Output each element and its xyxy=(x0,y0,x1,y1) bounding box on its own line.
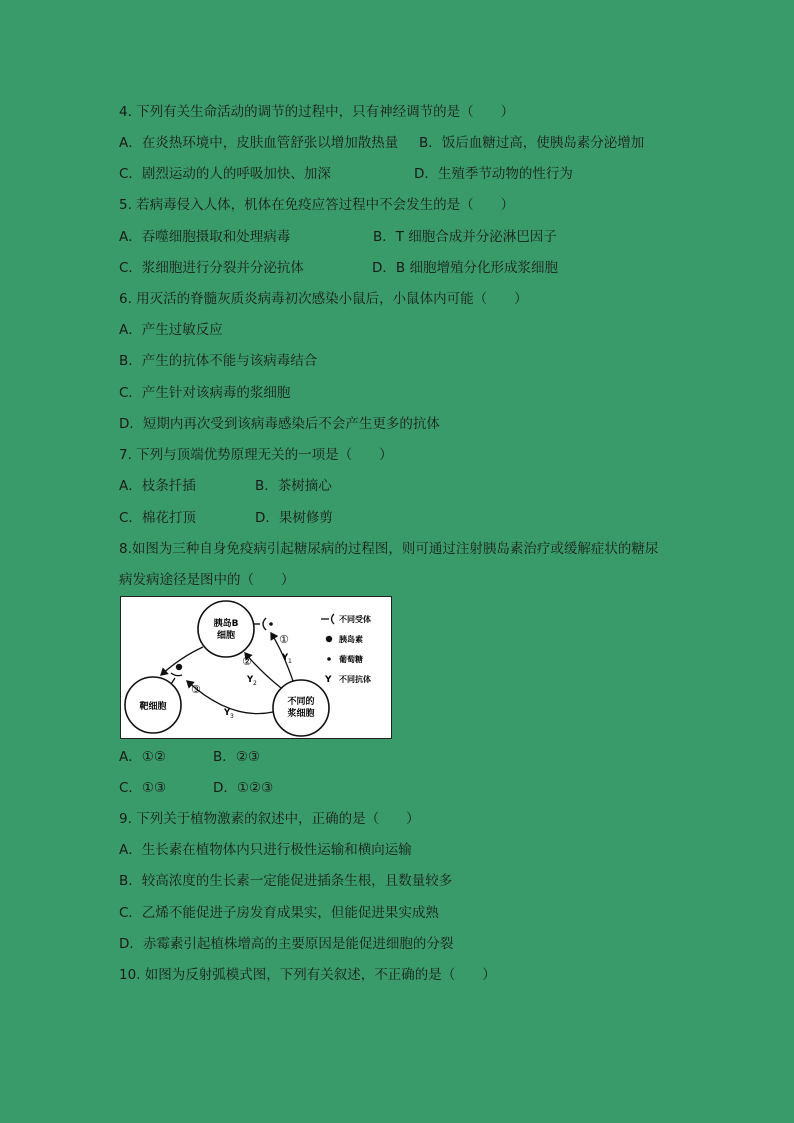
q6-stem: 6. 用灭活的脊髓灰质炎病毒初次感染小鼠后，小鼠体内可能（ ） xyxy=(119,291,528,307)
insulin-arrow xyxy=(161,647,203,675)
svg-text:Y: Y xyxy=(224,708,231,718)
q9-stem: 9. 下列关于植物激素的叙述中，正确的是（ ） xyxy=(119,811,420,827)
svg-text:葡萄糖: 葡萄糖 xyxy=(339,655,363,664)
q7-stem: 7. 下列与顶端优势原理无关的一项是（ ） xyxy=(119,447,393,463)
q7-option-b: B．茶树摘心 xyxy=(255,478,332,494)
q8-stem-line1: 8.如图为三种自身免疫病引起糖尿病的过程图，则可通过注射胰岛素治疗或缓解症状的糖尿 xyxy=(119,541,659,557)
q5-option-b: B．T 细胞合成并分泌淋巴因子 xyxy=(373,229,557,245)
glucose-dot-icon xyxy=(269,622,273,626)
svg-text:不同抗体: 不同抗体 xyxy=(339,675,371,684)
svg-text:胰岛素: 胰岛素 xyxy=(339,635,363,644)
q4-option-d: D．生殖季节动物的性行为 xyxy=(414,166,573,182)
q7-option-a: A．枝条扦插 xyxy=(119,478,196,494)
pathway-mark-2: ② xyxy=(242,655,252,668)
legend-glucose xyxy=(327,654,363,664)
legend xyxy=(321,614,371,685)
q7-option-c: C．棉花打顶 xyxy=(119,510,196,526)
q8-option-a: A．①② xyxy=(119,749,166,765)
q4-option-a: A．在炎热环境中，皮肤血管舒张以增加散热量 xyxy=(119,135,399,151)
q6-option-d: D．短期内再次受到该病毒感染后不会产生更多的抗体 xyxy=(119,416,440,432)
svg-text:胰岛B: 胰岛B xyxy=(213,619,239,629)
q4-stem: 4. 下列有关生命活动的调节的过程中，只有神经调节的是（ ） xyxy=(119,104,515,120)
pathway-mark-1: ① xyxy=(279,633,289,646)
q8-stem-line2: 病发病途径是图中的（ ） xyxy=(119,572,295,588)
target-cell xyxy=(125,677,181,733)
svg-text:靶细胞: 靶细胞 xyxy=(139,702,167,712)
svg-text:2: 2 xyxy=(253,680,257,687)
q5-option-c: C．浆细胞进行分裂并分泌抗体 xyxy=(119,260,304,276)
svg-text:Y: Y xyxy=(325,675,332,685)
q5-option-a: A．吞噬细胞摄取和处理病毒 xyxy=(119,229,291,245)
q8-option-b: B．②③ xyxy=(213,749,260,765)
insulin-dot-icon xyxy=(176,664,182,670)
q10-stem: 10. 如图为反射弧模式图，下列有关叙述，不正确的是（ ） xyxy=(119,967,496,983)
legend-insulin xyxy=(326,634,363,644)
q6-option-b: B．产生的抗体不能与该病毒结合 xyxy=(119,353,318,369)
q9-option-b: B．较高浓度的生长素一定能促进插条生根，且数量较多 xyxy=(119,873,453,889)
q4-option-c: C．剧烈运动的人的呼吸加快、加深 xyxy=(119,166,331,182)
islet-receptor-icon xyxy=(254,618,266,630)
svg-text:不同受体: 不同受体 xyxy=(339,615,371,624)
svg-text:3: 3 xyxy=(230,713,234,720)
svg-text:1: 1 xyxy=(288,658,292,665)
pathway-mark-3: ③ xyxy=(191,683,201,696)
antibody-label-y2 xyxy=(246,675,257,687)
q8-option-d: D．①②③ xyxy=(213,780,274,796)
q7-option-d: D．果树修剪 xyxy=(255,510,333,526)
q5-option-d: D．B 细胞增殖分化形成浆细胞 xyxy=(372,260,558,276)
svg-text:不同的: 不同的 xyxy=(287,697,315,707)
islet-b-cell xyxy=(198,601,254,657)
target-receptor-icon xyxy=(171,673,182,684)
svg-text:Y: Y xyxy=(282,653,289,663)
legend-antibody xyxy=(324,674,371,685)
q5-stem: 5. 若病毒侵入人体，机体在免疫应答过程中不会发生的是（ ） xyxy=(119,197,515,213)
svg-text:细胞: 细胞 xyxy=(216,631,236,641)
q6-option-a: A．产生过敏反应 xyxy=(119,322,223,338)
plasma-cell xyxy=(273,680,329,736)
q9-option-d: D．赤霉素引起植株增高的主要原因是能促进细胞的分裂 xyxy=(119,936,454,952)
q4-option-b: B．饭后血糖过高，使胰岛素分泌增加 xyxy=(419,135,645,151)
q8-option-c: C．①③ xyxy=(119,780,167,796)
q9-option-a: A．生长素在植物体内只进行极性运输和横向运输 xyxy=(119,842,412,858)
q6-option-c: C．产生针对该病毒的浆细胞 xyxy=(119,385,291,401)
svg-text:Y: Y xyxy=(247,675,254,685)
legend-receptor xyxy=(321,614,371,624)
diabetes-pathway-diagram xyxy=(120,596,392,739)
svg-text:浆细胞: 浆细胞 xyxy=(287,709,315,719)
q9-option-c: C．乙烯不能促进子房发育成果实，但能促进果实成熟 xyxy=(119,905,439,921)
